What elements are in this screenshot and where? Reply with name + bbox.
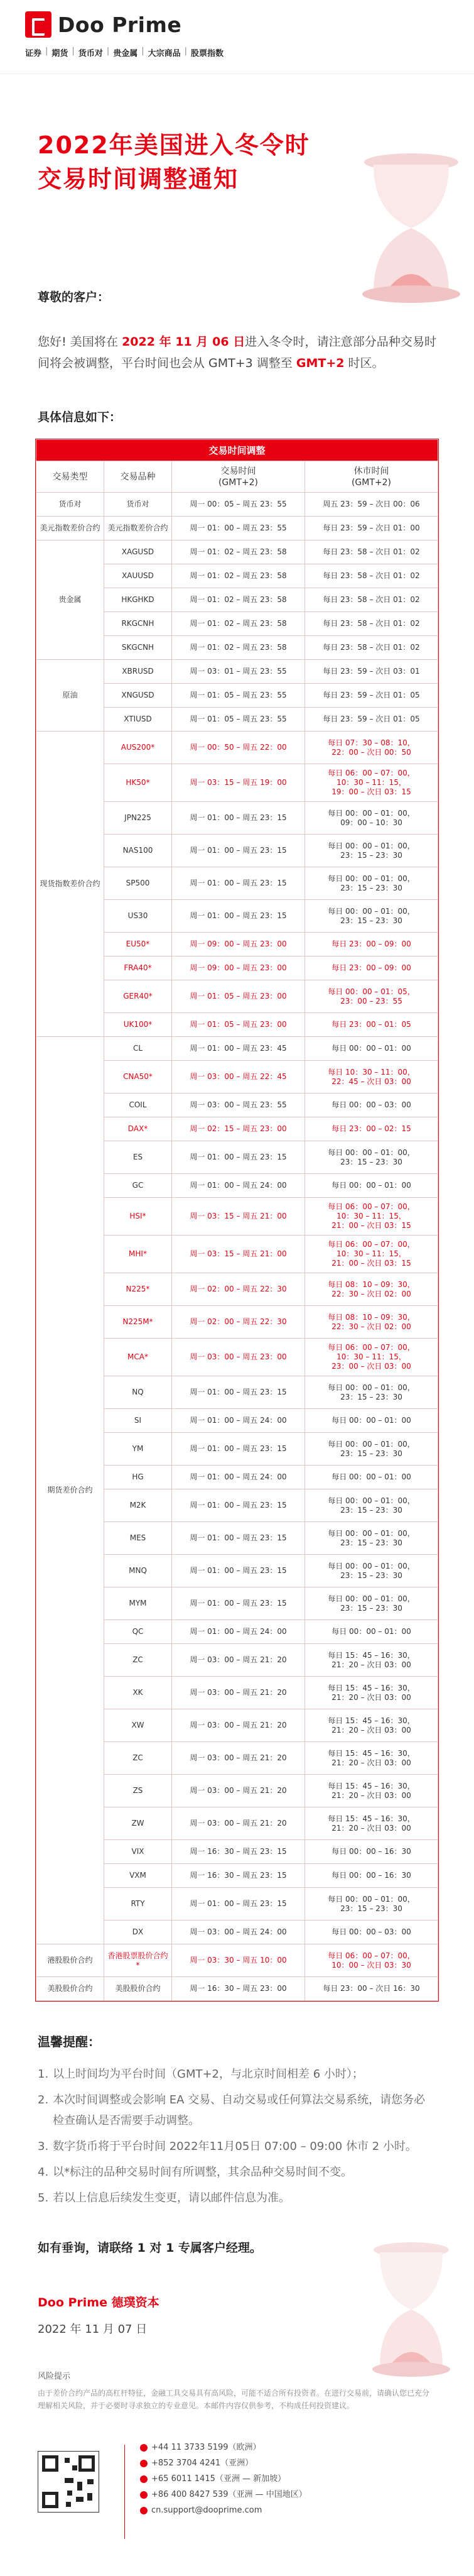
closed-hours-cell: 周五 23：59 – 次日 00：06: [305, 493, 438, 517]
trading-hours-cell: 周一 03：15 – 周五 21：00: [172, 1236, 305, 1273]
trading-hours-cell: 周一 01：02 – 周五 23：58: [172, 588, 305, 612]
instrument-cell: XAGUSD: [104, 540, 172, 564]
instrument-cell: XAUUSD: [104, 564, 172, 588]
closed-hours-cell: 每日 00：00 – 01：00， 23：15 – 23：30: [305, 867, 438, 900]
instrument-cell: SI: [104, 1409, 172, 1433]
closed-hours-cell: 每日 15：45 – 16：30， 21：20 – 次日 03：00: [305, 1644, 438, 1677]
table-row: [36, 660, 438, 684]
product-nav: [25, 47, 449, 58]
trading-hours-cell: 周一 16：30 – 周五 23：00: [172, 1977, 305, 2001]
trading-hours-cell: 周一 01：05 – 周五 23：00: [172, 980, 305, 1013]
instrument-cell: UK100*: [104, 1013, 172, 1037]
closed-hours-cell: 每日 10：30 – 11：00， 22：45 – 次日 03：00: [305, 1061, 438, 1093]
closed-hours-cell: 每日 23：59 – 次日 01：05: [305, 684, 438, 708]
closed-hours-cell: 每日 00：00 – 01：00， 23：15 – 23：30: [305, 1555, 438, 1587]
trading-hours-cell: 周一 01：05 – 周五 23：55: [172, 684, 305, 708]
trading-type-cell: 原油: [36, 660, 104, 732]
trading-hours-cell: 周一 01：00 – 周五 23：15: [172, 1522, 305, 1555]
contact-row[interactable]: [140, 2471, 307, 2487]
trading-hours-cell: 周一 03：01 – 周五 23：55: [172, 660, 305, 684]
instrument-cell: 美元指数差价合约: [104, 517, 172, 540]
closed-hours-cell: 每日 07：30 – 08：10， 22：00 – 次日 00：50: [305, 732, 438, 764]
trading-hours-cell: 周一 01：00 – 周五 23：15: [172, 1141, 305, 1174]
brand-logo[interactable]: [25, 11, 449, 38]
nav-separator: |: [45, 47, 48, 56]
phone-icon: [140, 2460, 148, 2467]
closed-hours-cell: 每日 15：45 – 16：30， 21：20 – 次日 03：00: [305, 1677, 438, 1709]
trading-hours-cell: 周一 02：00 – 周五 22：30: [172, 1306, 305, 1339]
instrument-cell: AUS200*: [104, 732, 172, 764]
title-line-1: 2022年美国进入冬令时: [38, 131, 310, 159]
trading-hours-cell: 周一 03：00 – 周五 23：00: [172, 1339, 305, 1376]
closed-hours-cell: 每日 00：00 – 01：00， 23：15 – 23：30: [305, 835, 438, 867]
instrument-cell: NAS100: [104, 835, 172, 867]
instrument-cell: HKGHKD: [104, 588, 172, 612]
nav-separator: |: [106, 47, 110, 56]
trading-hours-cell: 周一 09：00 – 周五 23：00: [172, 933, 305, 956]
trading-hours-cell: 周一 01：00 – 周五 23：15: [172, 900, 305, 933]
trading-hours-cell: 周一 03：00 – 周五 21：20: [172, 1677, 305, 1709]
closed-hours-cell: 每日 23：58 – 次日 01：02: [305, 540, 438, 564]
footer-contacts: [140, 2440, 307, 2551]
instrument-cell: GC: [104, 1174, 172, 1198]
trading-hours-cell: 周一 03：30 – 周五 10：00: [172, 1944, 305, 1977]
trading-hours-cell: 周一 01：00 – 周五 23：15: [172, 802, 305, 835]
column-header: 休市时间 (GMT+2): [305, 461, 438, 493]
closed-hours-cell: 每日 00：00 – 01：00: [305, 1466, 438, 1489]
closed-hours-cell: 每日 23：00 – 01：05: [305, 1013, 438, 1037]
footer-divider: [124, 2445, 125, 2539]
closed-hours-cell: 每日 00：00 – 01：00: [305, 1620, 438, 1644]
instrument-cell: XTIUSD: [104, 708, 172, 732]
note-item: [38, 2162, 436, 2183]
closed-hours-cell: 每日 00：00 – 01：00: [305, 1037, 438, 1061]
intro-text-1: 您好! 美国将在: [38, 335, 122, 349]
closed-hours-cell: 每日 00：00 – 01：00， 09：00 – 10：30: [305, 802, 438, 835]
instrument-cell: XBRUSD: [104, 660, 172, 684]
note-number: 5.: [38, 2191, 49, 2205]
closed-hours-cell: 每日 23：59 – 次日 03：01: [305, 660, 438, 684]
trading-hours-cell: 周一 01：02 – 周五 23：58: [172, 540, 305, 564]
note-text: 以上时间均为平台时间（GMT+2，与北京时间相差 6 小时）；: [53, 2068, 364, 2081]
instrument-cell: HSI*: [104, 1198, 172, 1236]
closed-hours-cell: 每日 23：58 – 次日 01：02: [305, 612, 438, 636]
disclaimer-title: 风险提示: [38, 2372, 71, 2381]
notes-title: 温馨提醒：: [38, 2034, 100, 2049]
instrument-cell: JPN225: [104, 802, 172, 835]
note-item: [38, 2064, 436, 2085]
trading-type-cell: 港股股价合约: [36, 1944, 104, 1977]
contact-text: cn.support@dooprime.com: [151, 2506, 262, 2515]
contact-note: 如有垂询，请联络 1 对 1 专属客户经理。: [38, 2241, 262, 2255]
trading-hours-cell: 周一 01：02 – 周五 23：58: [172, 636, 305, 660]
instrument-cell: SKGCNH: [104, 636, 172, 660]
instrument-cell: ZC: [104, 1644, 172, 1677]
trading-type-cell: 美股股价合约: [36, 1977, 104, 2001]
trading-hours-cell: 周一 01：00 – 周五 23：15: [172, 1555, 305, 1587]
closed-hours-cell: 每日 08：10 – 09：30， 22：30 – 次日 02：00: [305, 1273, 438, 1306]
table-row: [36, 540, 438, 564]
contact-row[interactable]: [140, 2502, 307, 2518]
trading-hours-cell: 周一 03：00 – 周五 21：20: [172, 1644, 305, 1677]
instrument-cell: MYM: [104, 1587, 172, 1620]
trading-hours-cell: 周一 03：00 – 周五 21：20: [172, 1709, 305, 1742]
column-header: 交易时间 (GMT+2): [172, 461, 305, 493]
table-body: [36, 493, 438, 2001]
table-title: 交易时间调整: [36, 440, 438, 461]
closed-hours-cell: 每日 00：00 – 01：05， 23：00 – 23：55: [305, 980, 438, 1013]
trading-hours-cell: 周一 01：00 – 周五 23：45: [172, 1037, 305, 1061]
footer: [38, 2438, 439, 2551]
table-row: [36, 1037, 438, 1061]
intro-text-2: 进入冬令时，请注意部分品种交易时间将会被调整，平台时间也会从 GMT+3 调整至: [38, 335, 436, 370]
trading-hours-cell: 周一 03：00 – 周五 22：45: [172, 1061, 305, 1093]
contact-row[interactable]: [140, 2440, 307, 2455]
details-label: 具体信息如下：: [38, 410, 122, 424]
intro-paragraph: [0, 331, 474, 374]
note-text: 以*标注的品种交易时间有所调整，其余品种交易时间不变。: [53, 2166, 352, 2179]
instrument-cell: YM: [104, 1433, 172, 1466]
trading-hours-cell: 周一 01：00 – 周五 23：15: [172, 1587, 305, 1620]
instrument-cell: 香港股票股价合约*: [104, 1944, 172, 1977]
note-number: 4.: [38, 2166, 49, 2179]
closed-hours-cell: 每日 00：00 – 01：00: [305, 1409, 438, 1433]
nav-item[interactable]: 股票指数: [191, 49, 224, 58]
note-text: 若以上信息后续发生变更，请以邮件信息为准。: [53, 2191, 290, 2205]
brand-name: Doo Prime: [58, 12, 182, 37]
instrument-cell: NQ: [104, 1376, 172, 1409]
note-text: 数字货币将于平台时间 2022年11月05日 07:00 – 09:00 休市 2 小时。: [53, 2140, 417, 2153]
closed-hours-cell: 每日 15：45 – 16：30， 21：20 – 次日 03：00: [305, 1709, 438, 1742]
qr-code-icon[interactable]: [38, 2451, 99, 2513]
closed-hours-cell: 每日 00：00 – 16：30: [305, 1864, 438, 1888]
phone-icon: [140, 2475, 148, 2483]
instrument-cell: FRA40*: [104, 956, 172, 980]
contact-row[interactable]: [140, 2487, 307, 2502]
closed-hours-cell: 每日 23：59 – 次日 01：00: [305, 517, 438, 540]
table-header-row: [36, 461, 438, 493]
trading-hours-cell: 周一 01：02 – 周五 23：58: [172, 612, 305, 636]
instrument-cell: MES: [104, 1522, 172, 1555]
company-name: Doo Prime 德璞资本: [38, 2296, 159, 2310]
nav-item[interactable]: 期货: [51, 49, 68, 58]
note-item: [38, 2136, 436, 2157]
trading-hours-cell: 周一 01：00 – 周五 23：55: [172, 517, 305, 540]
closed-hours-cell: 每日 15：45 – 16：30， 21：20 – 次日 03：00: [305, 1742, 438, 1775]
table-row: [36, 493, 438, 517]
trading-hours-cell: 周一 03：00 – 周五 21：20: [172, 1742, 305, 1775]
closed-hours-cell: 每日 23：58 – 次日 01：02: [305, 636, 438, 660]
hourglass-icon: [348, 143, 461, 307]
nav-item[interactable]: 贵金属: [113, 49, 138, 58]
trading-hours-cell: 周一 01：00 – 周五 23：15: [172, 1888, 305, 1921]
nav-item[interactable]: 大宗商品: [148, 49, 181, 58]
hourglass-decoration-icon: [361, 2237, 455, 2382]
closed-hours-cell: 每日 00：00 – 01：00， 23：15 – 23：30: [305, 900, 438, 933]
nav-separator: |: [184, 47, 188, 56]
closed-hours-cell: 每日 00：00 – 03：00: [305, 1093, 438, 1117]
closed-hours-cell: 每日 06：00 – 07：00， 10：00 – 次日 03：30: [305, 1944, 438, 1977]
closed-hours-cell: 每日 00：00 – 01：00: [305, 1174, 438, 1198]
closed-hours-cell: 每日 06：00 – 07：00， 10：30 – 11：15， 21：00 – 次日 03：15: [305, 1236, 438, 1273]
closed-hours-cell: 每日 06：00 – 07：00， 10：30 – 11：15， 19：00 – 次日 03：15: [305, 764, 438, 802]
closed-hours-cell: 每日 00：00 – 03：00: [305, 1921, 438, 1944]
trading-hours-cell: 周一 03：00 – 周五 23：55: [172, 1093, 305, 1117]
closed-hours-cell: 每日 00：00 – 01：00， 23：15 – 23：30: [305, 1433, 438, 1466]
closed-hours-cell: 每日 23：58 – 次日 01：02: [305, 588, 438, 612]
note-number: 2.: [38, 2093, 49, 2107]
email-icon: [140, 2507, 148, 2514]
trading-hours-cell: 周一 02：15 – 周五 23：00: [172, 1117, 305, 1141]
instrument-cell: 美股股价合约: [104, 1977, 172, 2001]
contact-text: +852 3704 4241（亚洲）: [151, 2458, 254, 2468]
column-header: 交易品种: [104, 461, 172, 493]
instrument-cell: US30: [104, 900, 172, 933]
instrument-cell: GER40*: [104, 980, 172, 1013]
closed-hours-cell: 每日 08：10 – 09：30， 22：30 – 次日 02：00: [305, 1306, 438, 1339]
nav-separator: |: [72, 47, 75, 56]
contact-row[interactable]: [140, 2455, 307, 2471]
trading-hours-cell: 周一 03：00 – 周五 21：20: [172, 1807, 305, 1840]
trading-hours-cell: 周一 03：15 – 周五 21：00: [172, 1198, 305, 1236]
trading-type-cell: 货币对: [36, 493, 104, 517]
instrument-cell: DAX*: [104, 1117, 172, 1141]
instrument-cell: N225*: [104, 1273, 172, 1306]
intro-date: 2022 年 11 月 06 日: [122, 335, 245, 349]
trading-hours-cell: 周一 03：00 – 周五 24：00: [172, 1921, 305, 1944]
closed-hours-cell: 每日 15：45 – 16：30， 21：20 – 次日 03：00: [305, 1775, 438, 1807]
instrument-cell: COIL: [104, 1093, 172, 1117]
closed-hours-cell: 每日 23：00 – 02：15: [305, 1117, 438, 1141]
trading-hours-cell: 周一 00：50 – 周五 22：00: [172, 732, 305, 764]
trading-hours-cell: 周一 16：30 – 周五 23：15: [172, 1864, 305, 1888]
instrument-cell: ZW: [104, 1807, 172, 1840]
note-item: [38, 2090, 436, 2131]
trading-hours-cell: 周一 01：05 – 周五 23：00: [172, 1013, 305, 1037]
trading-hours-cell: 周一 01：00 – 周五 24：00: [172, 1174, 305, 1198]
trading-hours-cell: 周一 01：00 – 周五 23：15: [172, 1489, 305, 1522]
trading-hours-cell: 周一 00：05 – 周五 23：55: [172, 493, 305, 517]
instrument-cell: ES: [104, 1141, 172, 1174]
nav-item[interactable]: 证券: [25, 49, 42, 58]
page-header: [0, 0, 474, 74]
trading-hours-cell: 周一 01：00 – 周五 24：00: [172, 1620, 305, 1644]
closed-hours-cell: 每日 15：45 – 16：30， 21：20 – 次日 03：00: [305, 1807, 438, 1840]
trading-hours-table: [35, 439, 439, 2002]
notes-list: [38, 2064, 436, 2208]
contact-text: +65 6011 1415（亚洲 — 新加坡）: [151, 2474, 286, 2484]
closed-hours-cell: 每日 23：59 – 次日 01：05: [305, 708, 438, 732]
trading-hours-cell: 周一 01：00 – 周五 23：15: [172, 1376, 305, 1409]
trading-hours-cell: 周一 02：00 – 周五 22：30: [172, 1273, 305, 1306]
closed-hours-cell: 每日 00：00 – 01：00， 23：15 – 23：30: [305, 1888, 438, 1921]
trading-type-cell: 贵金属: [36, 540, 104, 660]
closed-hours-cell: 每日 23：58 – 次日 01：02: [305, 564, 438, 588]
contact-text: +86 400 8427 539（亚洲 — 中国地区）: [151, 2490, 307, 2499]
instrument-cell: ZC: [104, 1742, 172, 1775]
trading-hours-cell: 周一 01：00 – 周五 24：00: [172, 1409, 305, 1433]
instrument-cell: VXM: [104, 1864, 172, 1888]
instrument-cell: DX: [104, 1921, 172, 1944]
doo-prime-logo-icon: [25, 11, 51, 38]
phone-icon: [140, 2491, 148, 2499]
intro-text-3: 时区。: [344, 356, 384, 370]
trading-hours-cell: 周一 01：02 – 周五 23：58: [172, 564, 305, 588]
table-row: [36, 1944, 438, 1977]
table-row: [36, 732, 438, 764]
closed-hours-cell: 每日 23：00 – 次日 16：30: [305, 1977, 438, 2001]
instrument-cell: MCA*: [104, 1339, 172, 1376]
closed-hours-cell: 每日 00：00 – 16：30: [305, 1840, 438, 1864]
notice-date: 2022 年 11 月 07 日: [38, 2323, 148, 2336]
intro-gmt: GMT+2: [296, 356, 345, 370]
trading-hours-cell: 周一 09：00 – 周五 23：00: [172, 956, 305, 980]
instrument-cell: N225M*: [104, 1306, 172, 1339]
trading-hours-cell: 周一 01：00 – 周五 23：15: [172, 1433, 305, 1466]
instrument-cell: MHI*: [104, 1236, 172, 1273]
note-number: 3.: [38, 2140, 49, 2153]
closed-hours-cell: 每日 23：00 – 09：00: [305, 933, 438, 956]
trading-hours-cell: 周一 01：05 – 周五 23：55: [172, 708, 305, 732]
instrument-cell: XNGUSD: [104, 684, 172, 708]
instrument-cell: MNQ: [104, 1555, 172, 1587]
closed-hours-cell: 每日 00：00 – 01：00， 23：15 – 23：30: [305, 1489, 438, 1522]
title-line-2: 交易时间调整通知: [38, 165, 239, 193]
instrument-cell: 货币对: [104, 493, 172, 517]
instrument-cell: VIX: [104, 1840, 172, 1864]
table-row: [36, 1977, 438, 2001]
contact-text: +44 11 3733 5199（欧洲）: [151, 2443, 261, 2452]
trading-hours-cell: 周一 03：00 – 周五 21：20: [172, 1775, 305, 1807]
trading-hours-cell: 周一 01：00 – 周五 23：15: [172, 835, 305, 867]
closed-hours-cell: 每日 06：00 – 07：00， 10：30 – 11：15， 23：00 – 次日 03：00: [305, 1339, 438, 1376]
trading-hours-cell: 周一 03：15 – 周五 19：00: [172, 764, 305, 802]
trading-hours-cell: 周一 16：30 – 周五 23：15: [172, 1840, 305, 1864]
instrument-cell: M2K: [104, 1489, 172, 1522]
instrument-cell: EU50*: [104, 933, 172, 956]
closed-hours-cell: 每日 06：00 – 07：00， 10：30 – 11：15， 21：00 – 次日 03：15: [305, 1198, 438, 1236]
closed-hours-cell: 每日 00：00 – 01：00， 23：15 – 23：30: [305, 1587, 438, 1620]
instrument-cell: XW: [104, 1709, 172, 1742]
instrument-cell: ZS: [104, 1775, 172, 1807]
column-header: 交易类型: [36, 461, 104, 493]
note-text: 本次时间调整或会影响 EA 交易、自动交易或任何算法交易系统，请您务必检查确认是否需要手动调整。: [53, 2093, 426, 2127]
nav-item[interactable]: 货币对: [78, 49, 103, 58]
note-number: 1.: [38, 2068, 49, 2081]
closed-hours-cell: 每日 00：00 – 01：00， 23：15 – 23：30: [305, 1141, 438, 1174]
notes-section: [0, 2032, 474, 2208]
instrument-cell: HG: [104, 1466, 172, 1489]
closed-hours-cell: 每日 00：00 – 01：00， 23：15 – 23：30: [305, 1376, 438, 1409]
trading-hours-cell: 周一 01：00 – 周五 23：15: [172, 867, 305, 900]
instrument-cell: HK50*: [104, 764, 172, 802]
instrument-cell: CNA50*: [104, 1061, 172, 1093]
trading-hours-cell: 周一 01：00 – 周五 24：00: [172, 1466, 305, 1489]
title-section: [0, 74, 474, 300]
instrument-cell: XK: [104, 1677, 172, 1709]
instrument-cell: SP500: [104, 867, 172, 900]
closed-hours-cell: 每日 00：00 – 01：00， 23：15 – 23：30: [305, 1522, 438, 1555]
closed-hours-cell: 每日 23：00 – 09：00: [305, 956, 438, 980]
disclaimer-text: 由于差价合约产品的高杠杆特征，金融工具交易具有高风险，可能不适合所有投资者。在进行交易前，请确认您已充分理解相关风险，并于必要时寻求独立的专业意见。本邮件内容仅供参考，不构成任何投资建议。: [38, 2389, 430, 2410]
phone-icon: [140, 2444, 148, 2452]
instrument-cell: RKGCNH: [104, 612, 172, 636]
instrument-cell: RTY: [104, 1888, 172, 1921]
trading-type-cell: 期货差价合约: [36, 1037, 104, 1944]
instrument-cell: QC: [104, 1620, 172, 1644]
trading-type-cell: 现货指数差价合约: [36, 732, 104, 1037]
instrument-cell: CL: [104, 1037, 172, 1061]
note-item: [38, 2188, 436, 2208]
table-row: [36, 517, 438, 540]
nav-separator: |: [141, 47, 144, 56]
trading-type-cell: 美元指数差价合约: [36, 517, 104, 540]
greeting: 尊敬的客户：: [38, 290, 110, 304]
